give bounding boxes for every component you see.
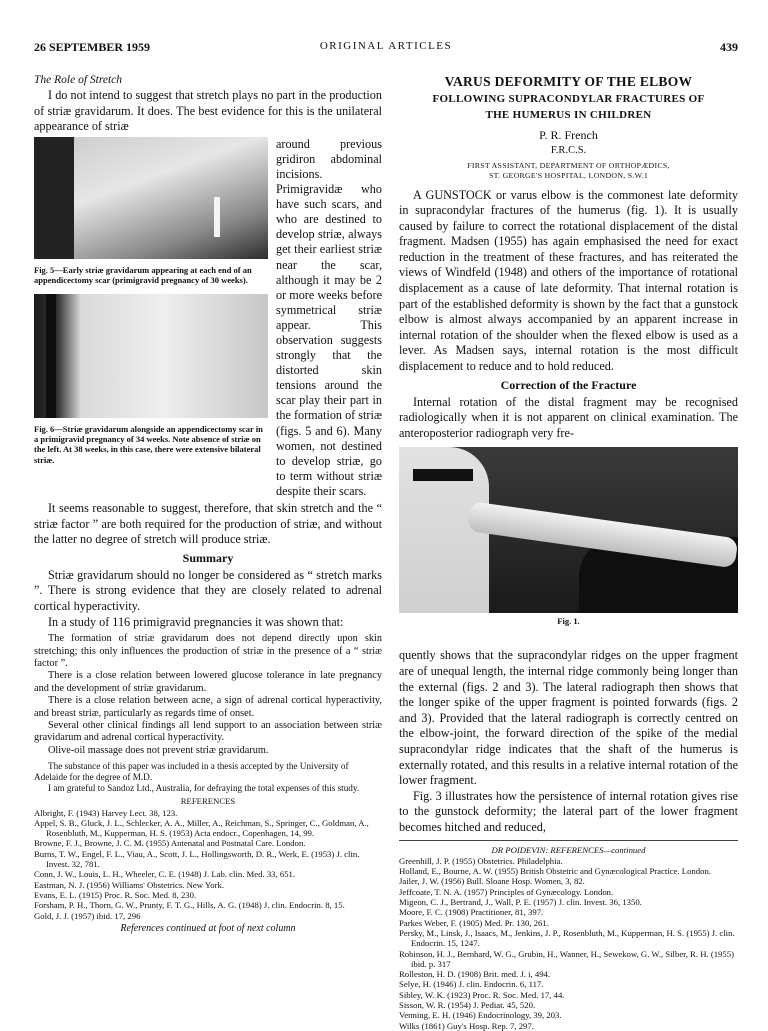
paragraph: Fig. 3 illustrates how the persistence of internal rotation gives rise to the gunstock deformity; the lateral part of the lower fragment becomes hitched and reduced,	[399, 788, 738, 834]
summary-heading: Summary	[182, 550, 234, 565]
reference: Browne, F. J., Browne, J. C. M. (1955) Antenatal and Postnatal Care. London.	[34, 838, 306, 849]
reference: Sisson, W. R. (1954) J. Pediat. 45, 520.	[399, 999, 536, 1010]
references-list-continued	[399, 856, 738, 1031]
reference: Jailer, J. W. (1956) Bull. Sloane Hosp. Women, 3, 82.	[399, 876, 585, 887]
finding: Several other clinical findings all lend support to an association between striæ gravidarum and adrenal cortical hyperactivity.	[34, 720, 382, 744]
reference: Forsham, P. H., Thorn, G. W., Prunty, F. T. G., Hills, A. G. (1948) J. clin. Endocrin. 8, 15.	[34, 900, 345, 911]
figures-block	[34, 137, 270, 499]
paragraph: quently shows that the supracondylar ridges on the upper fragment are of unequal length, the internal ridge commonly being longer than the external (figs. 2 and 3). The lateral radiograph then shows that the longer spike of the upper fragment is pointed forwards (figs. 2 and 3). Provided that the lateral radiograph is correctly centred on the elbow-joint, the forward direction of the spike of the medial supracondylar ridge indicates that the shaft of the humerus is externally rotated, and this results in a relative internal rotation of the lower fragment.	[399, 648, 738, 788]
reference: Migeon, C. J., Bertrand, J., Wall, P. E. (1957) J. clin. Invest. 36, 1350.	[399, 897, 642, 908]
reference: Gold, J. J. (1957) ibid. 17, 296	[34, 910, 141, 921]
figure-row	[34, 137, 382, 499]
author-degree: F.R.C.S.	[550, 144, 587, 156]
reference: Robinson, H. J., Bernhard, W. G., Grubin, H., Wanner, H., Sewekow, G. W., Silber, R. H. (1955) ibid. p. 317	[399, 948, 734, 969]
figure-1-eye-band	[413, 469, 473, 481]
references-continued-note: References continued at foot of next column	[120, 922, 296, 934]
finding: There is a close relation between lowered glucose tolerance in late pregnancy and the development of striæ gravidarum.	[34, 670, 382, 694]
paragraph: A GUNSTOCK or varus elbow is the commonest late deformity in supracondylar fractures of the humerus (fig. 1). It is usually caused by failure to correct the rotational displacement of the distal fragment. Madsen (1955) has again emphasised the need for exact reduction in the treatment of these fractures, and has reiterated the views of Windfeld (1948) and others of the importance of rotational displacement as a cause of late deformity. That internal rotation is part of the established deformity is shown by the fact that a gunstock elbow is almost always accompanied by an apparent increase in internal rotation of the shoulder when the flexed elbow is used as a lever. As Madsen says, internal rotation is the most difficult displacement to reduce and to hold reduced.	[399, 187, 738, 374]
figure-6-photo	[34, 294, 268, 418]
reference: Rolleston, H. D. (1908) Brit. med. J. i, 494.	[399, 969, 551, 980]
references-heading: REFERENCES	[180, 796, 236, 807]
paragraph: Striæ gravidarum should no longer be considered as “ stretch marks ”. There is strong evidence that they are closely related to adrenal cortical hyperactivity.	[34, 567, 382, 613]
page-number: 439	[720, 40, 738, 54]
paragraph: I do not intend to suggest that stretch plays no part in the production of striæ gravidarum. It does. The best evidence for this is the unilateral appearance of striæ	[34, 88, 382, 134]
figure-1-label: Fig. 1.	[557, 616, 580, 627]
section-heading-correction: Correction of the Fracture	[500, 377, 637, 392]
author-name: P. R. French	[539, 127, 598, 142]
reference: Conn, J. W., Louis, L. H., Wheeler, C. E. (1948) J. Lab. clin. Med. 33, 651.	[34, 869, 296, 880]
figure-5-photo	[34, 137, 268, 259]
references-list	[34, 808, 382, 921]
article-title-line: FOLLOWING SUPRACONDYLAR FRACTURES OF	[432, 92, 705, 105]
paragraph: It seems reasonable to suggest, therefore, that skin stretch and the “ striæ factor ” are both required for the production of striæ, and without the latter no degree of stretch will produce striæ.	[34, 501, 382, 547]
references-continued-heading: DR POIDEVIN: REFERENCES—continued	[491, 844, 646, 855]
reference: Appel, S. B., Gluck, J. L., Schlecker, A. A., Miller, A., Reichman, S., Springer, C., Goldman, A., Rosenbluth, M., Kupperman, H. S. (1953) Acta endocr., Copenhagen, 14, 99.	[34, 817, 369, 839]
divider	[399, 840, 738, 841]
reference: Eastman, N. J. (1956) Williams' Obstetrics. New York.	[34, 879, 224, 890]
journal-section: ORIGINAL ARTICLES	[319, 40, 453, 52]
issue-date: 26 SEPTEMBER 1959	[34, 40, 151, 54]
paragraph: around previous gridiron abdominal incisions. Primigravidæ who have such scars, and who are destined to develop striæ, always get their earliest striæ near the scar, although it may be 2 or more weeks before symmetrical striæ appear. This observation suggests strongly that the distorted skin tensions around the scar play their part in the formation of striæ (figs. 5 and 6). Many women, not destined to develop striæ, go to term without striæ despite their scars.	[276, 136, 382, 498]
figure-1-photo	[399, 447, 738, 613]
article-title-line: THE HUMERUS IN CHILDREN	[485, 109, 652, 121]
paragraph: In a study of 116 primigravid pregnancies it was shown that:	[48, 614, 344, 629]
reference: Sibley, W. K. (1923) Proc. R. Soc. Med. 17, 44.	[399, 989, 565, 1000]
figure-5-caption-wrap	[34, 265, 268, 286]
left-column	[34, 74, 382, 934]
reference: Venning, E. H. (1946) Endocrinology, 39, 203.	[399, 1010, 562, 1021]
affiliation: ST. GEORGE'S HOSPITAL, LONDON, S.W.1	[488, 171, 649, 180]
article-title-line: VARUS DEFORMITY OF THE ELBOW	[444, 74, 693, 89]
acknowledgment: The substance of this paper was included in a thesis accepted by the University of Adelaide for the degree of M.D.	[34, 761, 349, 783]
running-header	[34, 40, 738, 56]
figure-5-caption: Fig. 5—Early striæ gravidarum appearing at each end of an appendicectomy scar (primigravid pregnancy of 30 weeks).	[34, 264, 252, 286]
finding: There is a close relation between acne, a sign of adrenal cortical hyperactivity, and breast striæ, particularly as regards time of onset.	[34, 695, 382, 719]
reference: Parkes Weber, F. (1905) Med. Pr. 130, 261.	[399, 917, 549, 928]
finding: The formation of striæ gravidarum does not depend directly upon skin stretching; this only influences the production of striæ in the presence of a “ striæ factor ”.	[34, 633, 382, 669]
reference: Holland, E., Bourne, A. W. (1955) British Obstetric and Gynæcological Practice. London.	[399, 866, 711, 877]
right-column	[399, 74, 738, 1031]
paragraph: Internal rotation of the distal fragment may be recognised radiologically when it is not apparent on clinical examination. The anteroposterior radiograph very fre-	[399, 394, 738, 440]
narrow-text-block	[276, 137, 382, 499]
reference: Persky, M., Linsk, J., Isaacs, M., Jenkins, J. P., Rosenbluth, M., Kupperman, H. S. (1955) J. clin. Endocrin. 15, 1247.	[399, 927, 735, 949]
reference: Selye, H. (1946) J. clin. Endocrin. 6, 117.	[399, 979, 544, 990]
affiliation: FIRST ASSISTANT, DEPARTMENT OF ORTHOPÆDICS,	[467, 160, 670, 170]
reference: Moore, F. C. (1908) Practitioner, 81, 397.	[399, 907, 544, 918]
reference: Jeffcoate, T. N. A. (1957) Principles of Gynæcology. London.	[399, 886, 614, 897]
reference: Evans, E. L. (1915) Proc. R. Soc. Med. 8, 230.	[34, 889, 197, 900]
figure-6-caption: Fig. 6—Striæ gravidarum alongside an appendicectomy scar in a primigravid pregnancy of 34 weeks. Note absence of striæ on the left. At 38 weeks, in this case, there were extensive bilateral striæ.	[34, 423, 263, 465]
section-heading-stretch: The Role of Stretch	[34, 74, 123, 86]
figure-6-caption-wrap	[34, 424, 268, 466]
reference: Greenhill, J. P. (1955) Obstetrics. Philadelphia.	[399, 855, 563, 866]
reference: Albright, F. (1943) Harvey Lect. 38, 123.	[34, 807, 178, 818]
reference: Burns, T. W., Engel, F. L., Viau, A., Scott, J. L., Hollingsworth, D. R., Werk, E. (1953) J. clin. Invest. 32, 781.	[34, 848, 360, 870]
reference: Wilks (1861) Guy's Hosp. Rep. 7, 297.	[399, 1020, 534, 1031]
finding: Olive-oil massage does not prevent striæ gravidarum.	[48, 744, 269, 756]
acknowledgment: I am grateful to Sandoz Ltd., Australia, for defraying the total expenses of this study.	[48, 783, 360, 794]
